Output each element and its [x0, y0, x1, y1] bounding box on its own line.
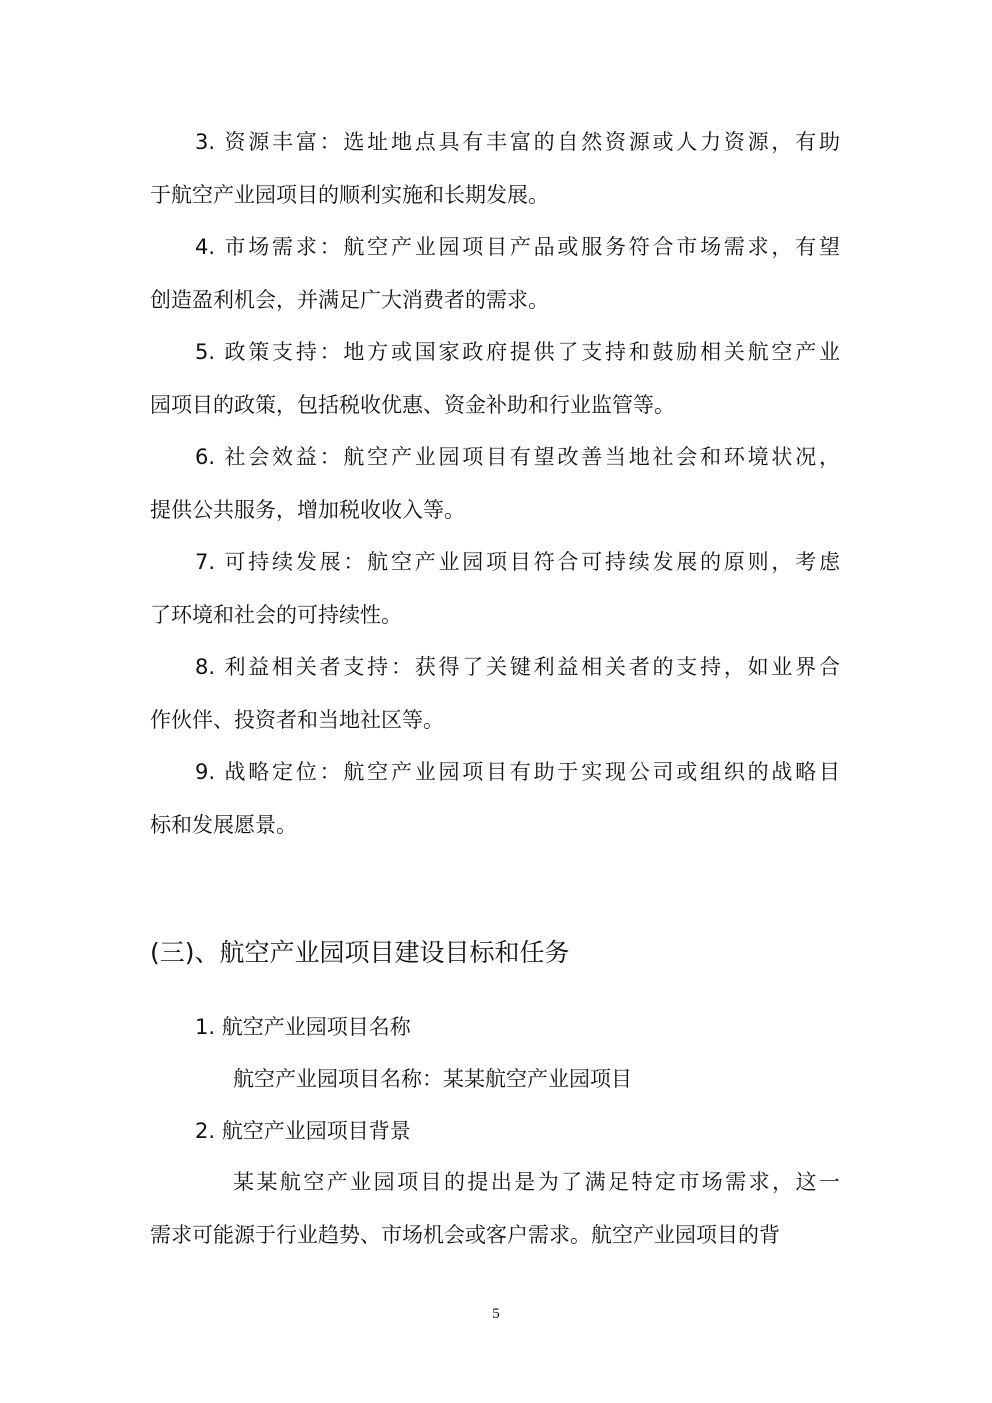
section-item-2-title: 2. 航空产业园项目背景 [195, 1119, 411, 1143]
section-item-1-title: 1. 航空产业园项目名称 [195, 1015, 411, 1039]
list-item-4-line-2: 创造盈利机会，并满足广大消费者的需求。 [150, 288, 549, 312]
section-heading: (三)、航空产业园项目建设目标和任务 [150, 938, 570, 967]
list-item-3-line-1: 3. 资源丰富：选址地点具有丰富的自然资源或人力资源，有助 [195, 130, 840, 154]
section-item-1-body: 航空产业园项目名称：某某航空产业园项目 [233, 1067, 632, 1091]
list-item-7-line-2: 了环境和社会的可持续性。 [150, 603, 402, 627]
list-item-8-line-1: 8. 利益相关者支持：获得了关键利益相关者的支持，如业界合 [195, 655, 840, 679]
list-item-5-line-1: 5. 政策支持：地方或国家政府提供了支持和鼓励相关航空产业 [195, 340, 840, 364]
section-item-2-body-line-1: 某某航空产业园项目的提出是为了满足特定市场需求，这一 [233, 1170, 840, 1194]
list-item-4-line-1: 4. 市场需求：航空产业园项目产品或服务符合市场需求，有望 [195, 235, 840, 259]
list-item-3-line-2: 于航空产业园项目的顺利实施和长期发展。 [150, 183, 549, 207]
list-item-6-line-2: 提供公共服务，增加税收收入等。 [150, 498, 465, 522]
section-item-2-body-line-2: 需求可能源于行业趋势、市场机会或客户需求。航空产业园项目的背 [150, 1223, 780, 1247]
list-item-7-line-1: 7. 可持续发展：航空产业园项目符合可持续发展的原则，考虑 [195, 550, 840, 574]
list-item-8-line-2: 作伙伴、投资者和当地社区等。 [150, 708, 444, 732]
list-item-9-line-2: 标和发展愿景。 [150, 813, 297, 837]
list-item-9-line-1: 9. 战略定位：航空产业园项目有助于实现公司或组织的战略目 [195, 760, 840, 784]
page-number: 5 [492, 1306, 500, 1322]
list-item-5-line-2: 园项目的政策，包括税收优惠、资金补助和行业监管等。 [150, 393, 675, 417]
list-item-6-line-1: 6. 社会效益：航空产业园项目有望改善当地社会和环境状况， [195, 445, 840, 469]
